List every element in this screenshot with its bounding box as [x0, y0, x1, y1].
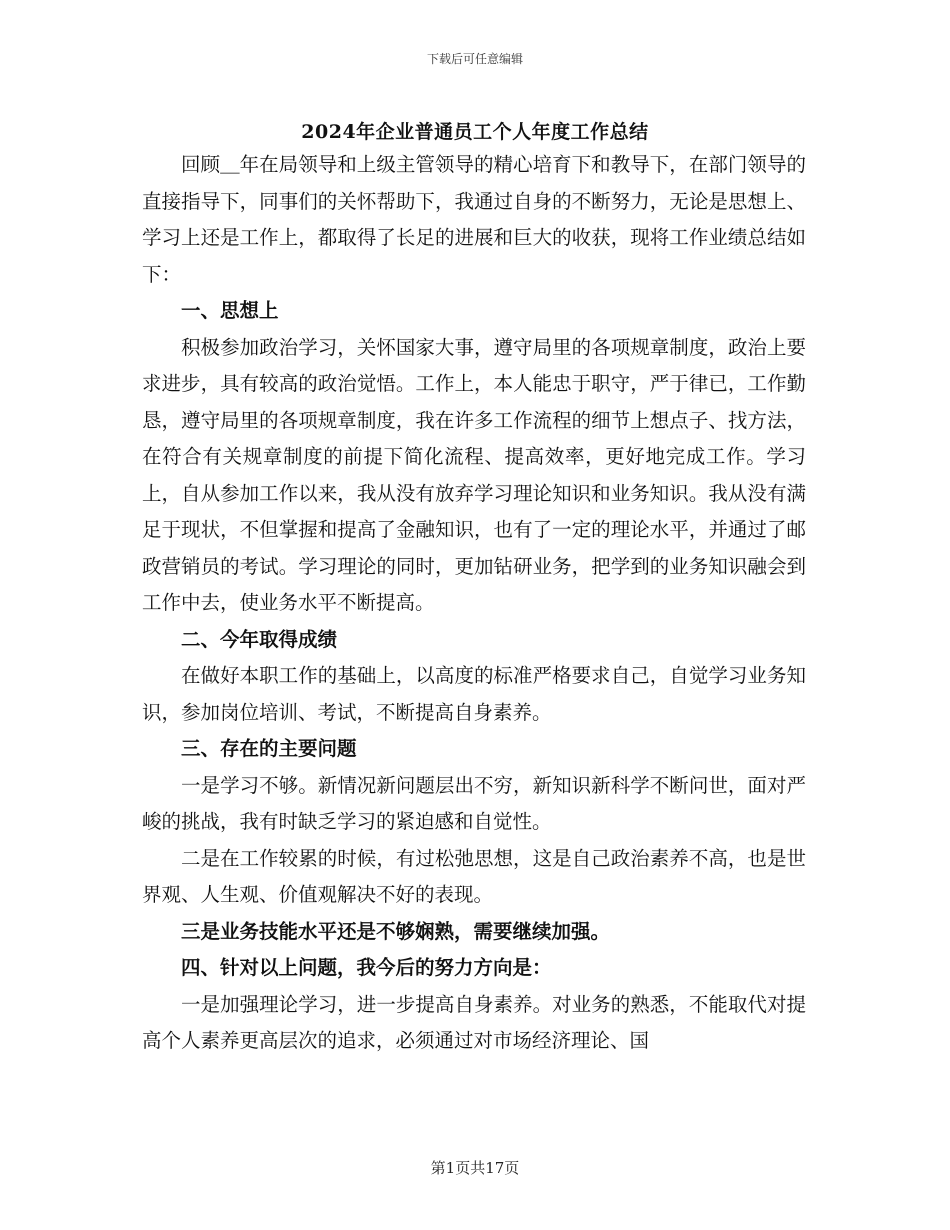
paragraph-achievements: 在做好本职工作的基础上，以高度的标准严格要求自己，自觉学习业务知识，参加岗位培训、考试，不断提高自身素养。: [142, 664, 806, 724]
section-heading-1: 一、思想上: [181, 299, 279, 322]
paragraph-problem-2: 二是在工作较累的时候，有过松弛思想，这是自己政治素养不高，也是世界观、人生观、价值观解决不好的表现。: [142, 846, 806, 906]
page-footer: 第1页共17页: [430, 1159, 520, 1177]
paragraph-thought: 积极参加政治学习，关怀国家大事，遵守局里的各项规章制度，政治上要求进步，具有较高的政治觉悟。工作上，本人能忠于职守，严于律已，工作勤恳，遵守局里的各项规章制度，我在许多工作流程的细节上想点子、找方法，在符合有关规章制度的前提下简化流程、提高效率，更好地完成工作。学习上，自从参加工作以来，我从没有放弃学习理论知识和业务知识。我从没有满足于现状，不但掌握和提高了金融知识，也有了一定的理论水平，并通过了邮政营销员的考试。学习理论的同时，更加钻研业务，把学到的业务知识融会到工作中去，使业务水平不断提高。: [142, 335, 806, 614]
document-title: 2024年企业普通员工个人年度工作总结: [301, 121, 649, 143]
document-body: [142, 147, 806, 1060]
section-heading-2: 二、今年取得成绩: [181, 627, 338, 651]
section-heading-4: 四、针对以上问题，我今后的努力方向是：: [181, 956, 552, 979]
paragraph-direction-1: 一是加强理论学习，进一步提高自身素养。对业务的熟悉，不能取代对提高个人素养更高层次的追求，必须通过对市场经济理论、国: [142, 992, 806, 1052]
section-heading-3: 三、存在的主要问题: [181, 737, 357, 760]
page-header: 下载后可任意编辑: [426, 52, 523, 66]
paragraph-problem-3: 三是业务技能水平还是不够娴熟，需要继续加强。: [181, 919, 611, 943]
intro-paragraph: 回顾＿年在局领导和上级主管领导的精心培育下和教导下，在部门领导的直接指导下，同事们的关怀帮助下，我通过自身的不断努力，无论是思想上、学习上还是工作上，都取得了长足的进展和巨大的收获，现将工作业绩总结如下：: [142, 153, 806, 286]
paragraph-problem-1: 一是学习不够。新情况新问题层出不穷，新知识新科学不断问世，面对严峻的挑战，我有时缺乏学习的紧迫感和自觉性。: [142, 773, 806, 833]
